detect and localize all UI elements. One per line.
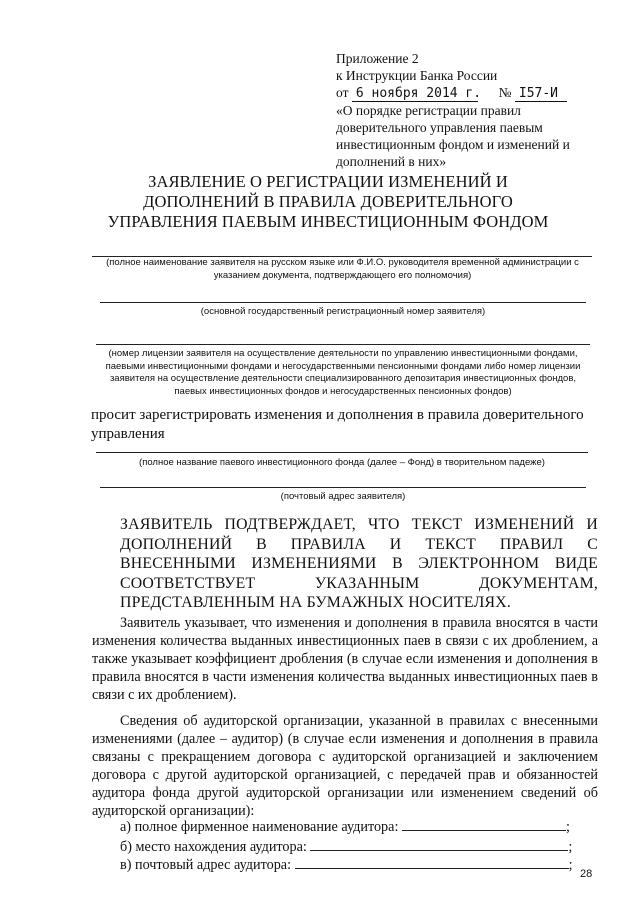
from-label: от xyxy=(336,85,349,100)
request-text: просит зарегистрировать изменения и дополнения в правила доверительного управления xyxy=(91,407,584,442)
handwritten-date: 6 ноября 2014 г. xyxy=(352,87,478,102)
ogrn-line xyxy=(100,302,586,303)
license-caption: (номер лицензии заявителя на осуществление деятельности по управлению инвестиционными фондами, паевыми инвестиционными фондами и негосударственными пенсионными фондами либо номер лицензии заявителя на осуществление деятельности специализированного депозитария инвестиционных фондов, паевых инвестиционных фондов и негосударственных пенсионных фондов) xyxy=(105,348,581,397)
item-a-end: ; xyxy=(565,819,570,835)
appendix-line-1: Приложение 2 xyxy=(336,51,419,66)
ogrn-caption: (основной государственный регистрационный номер заявителя) xyxy=(200,306,486,317)
applicant-name-caption: (полное наименование заявителя на русском языке или Ф.И.О. руководителя временной администрации с указанием документа, подтверждающего его полномочия) xyxy=(106,257,579,281)
item-auditor-name xyxy=(120,818,600,836)
item-c-end: ; xyxy=(568,857,573,873)
number-label: № xyxy=(498,85,512,100)
paragraph-auditor: Сведения об аудиторской организации, указанной в правилах с внесенными изменениями (далее – аудитор) (в случае если изменения и дополнения в правила связаны с прекращением договора с аудиторской организацией и заключением договора с другой аудиторской организацией, с передачей прав и обязанностей аудитора фонда другой аудиторской организации или изменением сведений об аудиторской организации): xyxy=(92,713,598,819)
document-title: ЗАЯВЛЕНИЕ О РЕГИСТРАЦИИ ИЗМЕНЕНИЙ И ДОПОЛНЕНИЙ В ПРАВИЛА ДОВЕРИТЕЛЬНОГО УПРАВЛЕНИЯ ПАЕВЫМ ИНВЕСТИЦИОННЫМ ФОНДОМ xyxy=(107,172,549,231)
fund-name-line xyxy=(96,452,588,453)
handwritten-number: I57-И xyxy=(515,87,567,102)
item-b-label: б) место нахождения аудитора: xyxy=(120,839,307,855)
item-b-fill-line xyxy=(310,838,568,851)
appendix-block xyxy=(336,50,606,170)
item-c-label: в) почтовый адрес аудитора: xyxy=(120,857,292,873)
license-line xyxy=(96,344,590,345)
item-a-fill-line xyxy=(402,818,566,831)
item-b-end: ; xyxy=(568,839,573,855)
fund-name-caption: (полное название паевого инвестиционного фонда (далее – Фонд) в творительном падеже) xyxy=(139,457,545,468)
paragraph-split: Заявитель указывает, что изменения и дополнения в правила вносятся в части изменения количества выданных инвестиционных паев в связи с их дроблением, а также указывает коэффициент дробления (в случае если изменения и дополнения в правила вносятся в части изменения количества выданных инвестиционных паев в связи с их дроблением). xyxy=(92,615,598,703)
postal-caption: (почтовый адрес заявителя) xyxy=(280,491,406,502)
page-number: 28 xyxy=(580,868,593,880)
item-auditor-location xyxy=(120,838,600,856)
postal-line xyxy=(100,487,586,488)
item-a-label: а) полное фирменное наименование аудитора: xyxy=(120,819,399,835)
item-c-fill-line xyxy=(295,856,569,869)
item-auditor-postal xyxy=(120,856,600,874)
confirmation-text: ЗАЯВИТЕЛЬ ПОДТВЕРЖДАЕТ, ЧТО ТЕКСТ ИЗМЕНЕНИЙ И ДОПОЛНЕНИЙ В ПРАВИЛА И ТЕКСТ ПРАВИЛ С ВНЕСЕННЫМИ ИЗМЕНЕНИЯМИ В ЭЛЕКТРОННОМ ВИДЕ СООТВЕТСТВУЕТ УКАЗАННЫМ ДОКУМЕНТАМ, ПРЕДСТАВЛЕННЫМ НА БУМАЖНЫХ НОСИТЕЛЯХ. xyxy=(120,516,598,611)
appendix-line-2: к Инструкции Банка России xyxy=(336,68,498,83)
appendix-subject: «О порядке регистрации правил доверительного управления паевым инвестиционным фондом и изменений и дополнений в них» xyxy=(336,103,570,169)
appendix-date-row xyxy=(336,84,606,102)
